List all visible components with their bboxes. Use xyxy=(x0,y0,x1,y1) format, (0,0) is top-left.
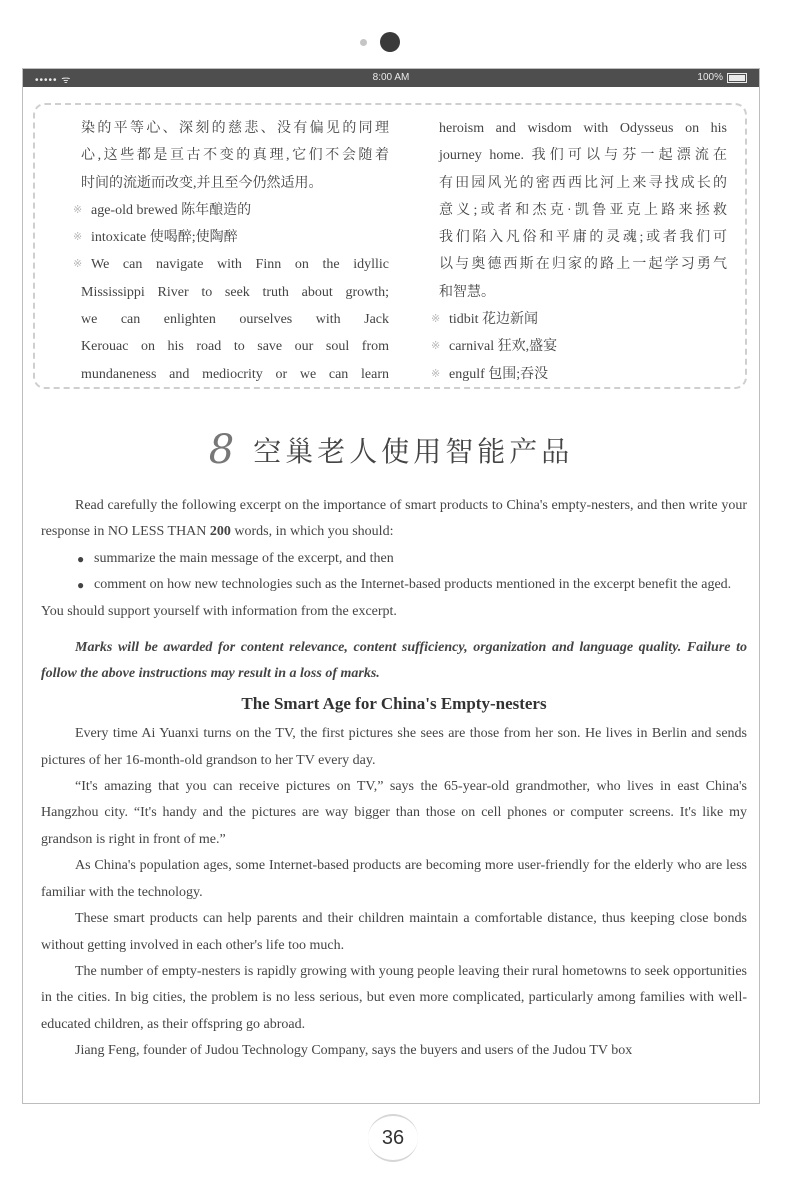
article-paragraph: These smart products can help parents and their children maintain a comfortable distance, thus keeping close bonds without getting involved in each other's life too much. xyxy=(41,911,747,953)
prompt-support: You should support yourself with information from the excerpt. xyxy=(41,603,397,619)
article-paragraph: The number of empty-nesters is rapidly growing with young people leaving their rural hometowns to seek opportunities in the cities. In big cities, the problem is no less serious, but even more complicated, particularly among families with well-educated children, as their offspring go abroad. xyxy=(41,963,747,1032)
reference-mark-icon: ※ xyxy=(431,313,441,326)
reference-mark-icon: ※ xyxy=(73,258,83,271)
vocab-line: 时间的流逝而改变,并且至今仍然适用。 xyxy=(81,175,323,191)
vocab-line: 我们陷入凡俗和平庸的灵魂;或者我们可 xyxy=(439,230,727,246)
vocab-line: ※ intoxicate 使喝醉;使陶醉 xyxy=(73,224,389,251)
vocab-line: Kerouac on his road to save our soul from xyxy=(81,339,389,355)
article-paragraph: As China's population ages, some Internet-based products are becoming more user-friendly for the elderly who are less familiar with the technology. xyxy=(41,858,747,900)
vocab-line: journey home. 我们可以与芬一起漂流在 xyxy=(439,148,727,164)
page-indicator-dots xyxy=(360,32,440,56)
reference-mark-icon: ※ xyxy=(431,340,441,353)
prompt-bullet: ● comment on how new technologies such as the Internet-based products mentioned in the excerpt benefit the aged. xyxy=(41,572,747,598)
vocab-line: 意义;或者和杰克·凯鲁亚克上路来拯救 xyxy=(439,202,727,218)
page-number: 36 xyxy=(368,1114,418,1162)
vocabulary-box xyxy=(33,103,747,389)
page-dot-inactive[interactable] xyxy=(360,39,367,46)
article-title: The Smart Age for China's Empty-nesters xyxy=(241,693,547,713)
vocab-line: ※ age-old brewed 陈年酿造的 xyxy=(73,197,389,224)
vocab-line: mundaneness and mediocrity or we can learn xyxy=(81,366,389,382)
status-bar xyxy=(23,69,759,87)
marks-note: Marks will be awarded for content relevance, content sufficiency, organization and language quality. Failure to follow the above instructions may result in a loss of marks. xyxy=(41,640,747,682)
battery-percent: 100% xyxy=(697,72,723,83)
vocabulary-right-column xyxy=(431,115,727,388)
page-dot-active[interactable] xyxy=(380,32,400,52)
bullet-icon: ● xyxy=(77,551,85,566)
section-number: 8 xyxy=(208,427,235,473)
reference-mark-icon: ※ xyxy=(73,203,83,216)
status-time: 8:00 AM xyxy=(372,72,410,83)
vocab-line: ※ carnival 狂欢,盛宴 xyxy=(431,333,727,360)
reference-mark-icon: ※ xyxy=(431,367,441,380)
reference-mark-icon: ※ xyxy=(73,231,83,244)
prompt-bullet: ● summarize the main message of the excerpt, and then xyxy=(41,546,747,572)
section-title: 空巢老人使用智能产品 xyxy=(253,435,574,468)
vocab-line: 以与奥德西斯在归家的路上一起学习勇气 xyxy=(439,257,727,273)
page-number-badge xyxy=(362,1112,424,1162)
vocab-line: 有田园风光的密西西比河上来寻找成长的 xyxy=(439,175,727,191)
vocabulary-left-column xyxy=(73,115,389,388)
prompt-intro: Read carefully the following excerpt on the importance of smart products to China's empty-nesters, and then write your response in NO LESS THAN 200 words, in which you should: xyxy=(41,498,747,540)
article-paragraph: Jiang Feng, founder of Judou Technology Company, says the buyers and users of the Judou TV box xyxy=(75,1043,633,1059)
tablet-frame xyxy=(22,68,760,1104)
word-count: 200 xyxy=(209,524,231,540)
vocab-line: 心,这些都是亘古不变的真理,它们不会随着 xyxy=(81,148,389,164)
vocab-line: ※ tidbit 花边新闻 xyxy=(431,306,727,333)
section-heading xyxy=(23,427,759,473)
vocab-line: 和智慧。 xyxy=(439,284,495,300)
vocab-line: Mississippi River to seek truth about growth; xyxy=(81,284,389,300)
battery-icon xyxy=(727,73,747,83)
main-content xyxy=(41,493,747,1065)
vocab-line: heroism and wisdom with Odysseus on his xyxy=(439,121,727,136)
article-paragraph: Every time Ai Yuanxi turns on the TV, the first pictures she sees are those from her son. He lives in Berlin and sends pictures of her 16-month-old grandson to her TV every day. xyxy=(41,726,747,768)
battery-status xyxy=(697,72,747,83)
vocab-line: ※ engulf 包围;吞没 xyxy=(431,361,727,388)
vocab-line: ※ We can navigate with Finn on the idyllic xyxy=(73,251,389,278)
vocab-line: we can enlighten ourselves with Jack xyxy=(81,312,389,328)
bullet-icon: ● xyxy=(77,578,85,593)
vocab-line: 染的平等心、深刻的慈悲、没有偏见的同理 xyxy=(81,121,389,136)
signal-icon: ••••• ᯤ xyxy=(35,75,72,86)
article-paragraph: “It's amazing that you can receive pictures on TV,” says the 65-year-old grandmother, who lives in east China's Hangzhou city. “It's handy and the pictures are way bigger than those on cell phones or computer screens. It's like my grandson is right in front of me.” xyxy=(41,779,747,847)
